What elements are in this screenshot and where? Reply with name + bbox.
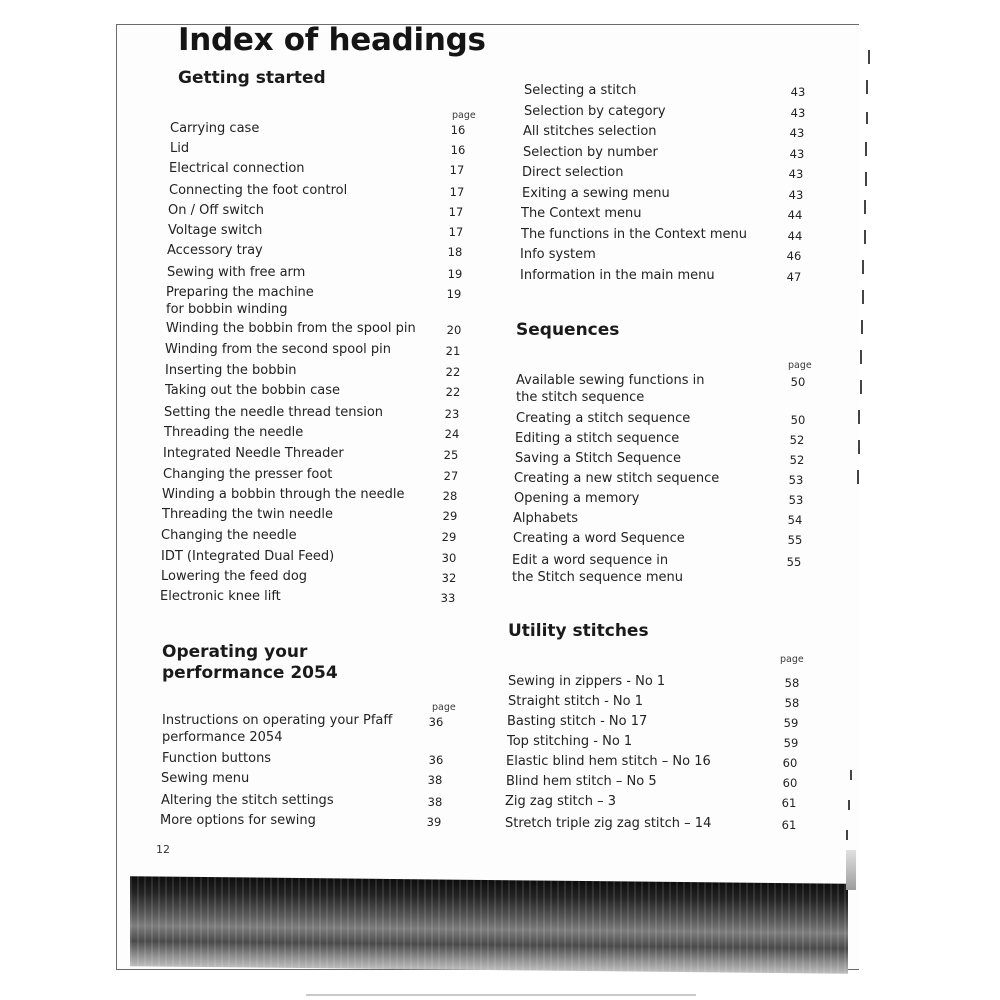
entry-label: Winding a bobbin through the needle bbox=[162, 487, 405, 502]
index-entry bbox=[521, 205, 821, 225]
index-entry bbox=[514, 490, 814, 510]
entry-page-number: 17 bbox=[448, 205, 464, 219]
entry-label: The functions in the Context menu bbox=[521, 227, 747, 242]
entry-page-number: 36 bbox=[428, 715, 444, 729]
index-entry bbox=[513, 530, 813, 550]
index-entry bbox=[506, 773, 816, 793]
scan-edge-mark bbox=[846, 830, 848, 840]
entry-label: Creating a word Sequence bbox=[513, 531, 685, 546]
entry-page-number: 43 bbox=[788, 188, 804, 202]
entry-page-number: 33 bbox=[440, 591, 456, 605]
index-entry bbox=[161, 568, 461, 588]
entry-page-number: 61 bbox=[781, 796, 797, 810]
index-entry bbox=[170, 140, 470, 160]
entry-label: Sewing in zippers - No 1 bbox=[508, 674, 666, 689]
entry-label: Carrying case bbox=[170, 121, 260, 136]
scan-edge-mark bbox=[864, 230, 866, 244]
page-column-label: page bbox=[452, 110, 476, 121]
entry-page-number: 19 bbox=[446, 287, 462, 301]
scan-edge-mark bbox=[848, 800, 850, 810]
entry-label: More options for sewing bbox=[160, 813, 316, 828]
entry-label: Editing a stitch sequence bbox=[515, 431, 680, 446]
entry-label: Information in the main menu bbox=[520, 268, 715, 283]
section-getting-started bbox=[160, 68, 476, 608]
index-entry bbox=[524, 82, 824, 102]
section-operating bbox=[162, 642, 462, 842]
entry-page-number: 16 bbox=[450, 123, 466, 137]
entry-label: Saving a Stitch Sequence bbox=[515, 451, 681, 466]
index-entry bbox=[162, 506, 462, 526]
index-entry bbox=[168, 222, 468, 242]
entry-page-number: 59 bbox=[783, 716, 799, 730]
entry-page-number: 53 bbox=[788, 473, 804, 487]
index-entry bbox=[161, 527, 461, 547]
entry-page-number: 29 bbox=[441, 530, 457, 544]
entry-page-number: 61 bbox=[781, 818, 797, 832]
entry-label: Taking out the bobbin case bbox=[165, 383, 340, 398]
scan-edge-mark bbox=[864, 200, 866, 214]
entry-page-number: 22 bbox=[445, 385, 461, 399]
entry-label: The Context menu bbox=[521, 206, 642, 221]
entry-page-number: 47 bbox=[786, 270, 802, 284]
section-heading: Getting started bbox=[178, 68, 326, 88]
scan-edge-mark bbox=[860, 380, 862, 394]
entry-page-number: 50 bbox=[790, 413, 806, 427]
entry-label: Basting stitch - No 17 bbox=[507, 714, 648, 729]
entry-page-number: 17 bbox=[449, 185, 465, 199]
entry-page-number: 55 bbox=[787, 533, 803, 547]
scan-edge-mark bbox=[861, 320, 863, 334]
scan-edge-mark bbox=[865, 142, 867, 156]
entry-label: Sewing menu bbox=[161, 771, 250, 786]
index-entry bbox=[520, 267, 820, 287]
index-entry bbox=[160, 588, 460, 608]
index-entry bbox=[161, 792, 461, 812]
entry-label: Edit a word sequence in the Stitch sequence menu bbox=[512, 553, 683, 585]
index-entry bbox=[161, 770, 461, 790]
entry-label: Preparing the machine for bobbin winding bbox=[166, 285, 314, 317]
entry-label: Zig zag stitch – 3 bbox=[505, 794, 617, 809]
entry-page-number: 53 bbox=[788, 493, 804, 507]
index-entry bbox=[162, 750, 462, 770]
entry-label: Setting the needle thread tension bbox=[164, 405, 384, 420]
entry-page-number: 30 bbox=[441, 551, 457, 565]
entry-label: Accessory tray bbox=[167, 243, 263, 258]
entry-label: Electrical connection bbox=[169, 161, 305, 176]
entry-page-number: 58 bbox=[784, 676, 800, 690]
scan-edge-mark bbox=[862, 290, 864, 304]
entry-page-number: 21 bbox=[445, 344, 461, 358]
entry-page-number: 52 bbox=[789, 433, 805, 447]
entry-label: Creating a new stitch sequence bbox=[514, 471, 720, 486]
index-entry bbox=[165, 362, 465, 382]
entry-page-number: 43 bbox=[790, 106, 806, 120]
scan-bottom-line bbox=[306, 994, 696, 996]
page-number: 12 bbox=[156, 843, 170, 856]
entry-page-number: 44 bbox=[787, 208, 803, 222]
entry-label: IDT (Integrated Dual Feed) bbox=[161, 549, 335, 564]
entry-page-number: 16 bbox=[450, 143, 466, 157]
entry-label: Lid bbox=[170, 141, 190, 156]
entry-label: Sewing with free arm bbox=[167, 265, 306, 280]
entry-page-number: 58 bbox=[784, 696, 800, 710]
entry-page-number: 17 bbox=[449, 163, 465, 177]
entry-page-number: 18 bbox=[447, 245, 463, 259]
index-entry bbox=[508, 673, 818, 693]
entry-page-number: 55 bbox=[786, 555, 802, 569]
entry-page-number: 20 bbox=[446, 323, 462, 337]
entry-label: Winding the bobbin from the spool pin bbox=[166, 321, 416, 336]
entry-label: Function buttons bbox=[162, 751, 272, 766]
entry-label: Changing the presser foot bbox=[163, 467, 333, 482]
entry-page-number: 60 bbox=[782, 756, 798, 770]
index-entry bbox=[506, 753, 816, 773]
index-entry bbox=[164, 404, 464, 424]
entry-page-number: 38 bbox=[427, 773, 443, 787]
section-utility-stitches bbox=[505, 621, 818, 841]
entry-label: Voltage switch bbox=[168, 223, 263, 238]
entry-page-number: 32 bbox=[441, 571, 457, 585]
index-entry bbox=[515, 430, 815, 450]
entry-label: Integrated Needle Threader bbox=[163, 446, 344, 461]
entry-page-number: 43 bbox=[789, 126, 805, 140]
index-entry bbox=[166, 320, 466, 340]
entry-label: Selection by category bbox=[524, 104, 666, 119]
entry-label: Info system bbox=[520, 247, 596, 262]
entry-label: Winding from the second spool pin bbox=[165, 342, 392, 357]
entry-page-number: 23 bbox=[444, 407, 460, 421]
index-entry bbox=[169, 182, 469, 202]
entry-label: Exiting a sewing menu bbox=[522, 186, 670, 201]
entry-label: Blind hem stitch – No 5 bbox=[506, 774, 657, 789]
entry-label: Altering the stitch settings bbox=[161, 793, 334, 808]
index-entry bbox=[164, 424, 464, 444]
entry-page-number: 44 bbox=[787, 229, 803, 243]
entry-label: Elastic blind hem stitch – No 16 bbox=[506, 754, 711, 769]
entry-page-number: 59 bbox=[783, 736, 799, 750]
page-title: Index of headings bbox=[178, 22, 486, 58]
entry-page-number: 43 bbox=[790, 85, 806, 99]
index-entry bbox=[169, 160, 469, 180]
scan-edge-mark bbox=[858, 410, 860, 424]
entry-page-number: 25 bbox=[443, 448, 459, 462]
entry-label: Alphabets bbox=[513, 511, 579, 526]
entry-label: Selecting a stitch bbox=[524, 83, 637, 98]
entry-label: Top stitching - No 1 bbox=[507, 734, 633, 749]
entry-label: All stitches selection bbox=[523, 124, 657, 139]
entry-label: Opening a memory bbox=[514, 491, 640, 506]
section-heading: Operating your performance 2054 bbox=[162, 642, 338, 683]
scan-edge-mark bbox=[862, 260, 864, 274]
scan-edge-mark bbox=[850, 770, 852, 780]
index-entry bbox=[523, 144, 823, 164]
entry-page-number: 22 bbox=[445, 365, 461, 379]
entry-page-number: 24 bbox=[444, 427, 460, 441]
index-entry bbox=[161, 548, 461, 568]
entry-page-number: 27 bbox=[443, 469, 459, 483]
index-entry bbox=[162, 486, 462, 506]
index-entry bbox=[513, 510, 813, 530]
index-entry bbox=[520, 246, 820, 266]
index-entry bbox=[522, 185, 822, 205]
scan-edge-mark bbox=[860, 350, 862, 364]
index-entry bbox=[524, 103, 824, 123]
entry-label: On / Off switch bbox=[168, 203, 264, 218]
entry-label: Direct selection bbox=[522, 165, 624, 180]
section-heading: Utility stitches bbox=[508, 621, 649, 641]
entry-label: Straight stitch - No 1 bbox=[508, 694, 643, 709]
scan-edge-mark bbox=[866, 80, 868, 94]
index-entry bbox=[168, 202, 468, 222]
entry-label: Lowering the feed dog bbox=[161, 569, 308, 584]
index-entry bbox=[167, 264, 467, 284]
scan-edge-shadow bbox=[846, 850, 856, 890]
section-sequences bbox=[512, 320, 816, 590]
index-entry bbox=[523, 123, 823, 143]
entry-label: Creating a stitch sequence bbox=[516, 411, 691, 426]
index-entry bbox=[515, 450, 815, 470]
page-column-label: page bbox=[432, 702, 456, 713]
scan-edge-mark bbox=[868, 50, 870, 64]
entry-page-number: 52 bbox=[789, 453, 805, 467]
entry-label: Connecting the foot control bbox=[169, 183, 348, 198]
entry-label: Selection by number bbox=[523, 145, 658, 160]
entry-page-number: 54 bbox=[787, 513, 803, 527]
entry-label: Threading the needle bbox=[164, 425, 304, 440]
entry-page-number: 17 bbox=[448, 225, 464, 239]
scan-edge-mark bbox=[858, 440, 860, 454]
section-heading: Sequences bbox=[516, 320, 620, 340]
index-entry bbox=[516, 410, 816, 430]
entry-label: Threading the twin needle bbox=[162, 507, 333, 522]
entry-page-number: 43 bbox=[789, 147, 805, 161]
entry-page-number: 39 bbox=[426, 815, 442, 829]
index-entry bbox=[170, 120, 470, 140]
section-stitch-selection bbox=[520, 82, 824, 292]
entry-label: Stretch triple zig zag stitch – 14 bbox=[505, 816, 712, 831]
entry-page-number: 46 bbox=[786, 249, 802, 263]
entry-page-number: 36 bbox=[428, 753, 444, 767]
entry-label: Available sewing functions in the stitch sequence bbox=[516, 373, 705, 405]
scan-edge-mark bbox=[857, 470, 859, 484]
page-column-label: page bbox=[788, 360, 812, 371]
index-entry bbox=[522, 164, 822, 184]
entry-label: Changing the needle bbox=[161, 528, 297, 543]
index-entry bbox=[160, 812, 460, 832]
entry-label: Electronic knee lift bbox=[160, 589, 281, 604]
index-entry bbox=[507, 713, 817, 733]
entry-page-number: 38 bbox=[427, 795, 443, 809]
scan-edge-mark bbox=[866, 112, 868, 124]
entry-page-number: 50 bbox=[790, 375, 806, 389]
index-entry bbox=[163, 466, 463, 486]
entry-page-number: 28 bbox=[442, 489, 458, 503]
scan-edge-mark bbox=[865, 172, 867, 186]
index-entry bbox=[516, 372, 816, 408]
index-entry bbox=[165, 341, 465, 361]
page-column-label: page bbox=[780, 654, 804, 665]
index-entry bbox=[507, 733, 817, 753]
entry-label: Instructions on operating your Pfaff performance 2054 bbox=[162, 713, 393, 745]
entry-page-number: 29 bbox=[442, 509, 458, 523]
index-entry bbox=[514, 470, 814, 490]
index-entry bbox=[162, 712, 462, 748]
entry-label: Inserting the bobbin bbox=[165, 363, 297, 378]
index-entry bbox=[166, 284, 466, 320]
entry-page-number: 60 bbox=[782, 776, 798, 790]
index-entry bbox=[165, 382, 465, 402]
entry-page-number: 43 bbox=[788, 167, 804, 181]
index-entry bbox=[167, 242, 467, 262]
index-entry bbox=[512, 552, 812, 588]
scan-shadow-band bbox=[130, 876, 848, 974]
index-entry bbox=[521, 226, 821, 246]
index-entry bbox=[508, 693, 818, 713]
index-entry bbox=[505, 815, 815, 835]
index-entry bbox=[163, 445, 463, 465]
entry-page-number: 19 bbox=[447, 267, 463, 281]
index-entry bbox=[505, 793, 815, 813]
